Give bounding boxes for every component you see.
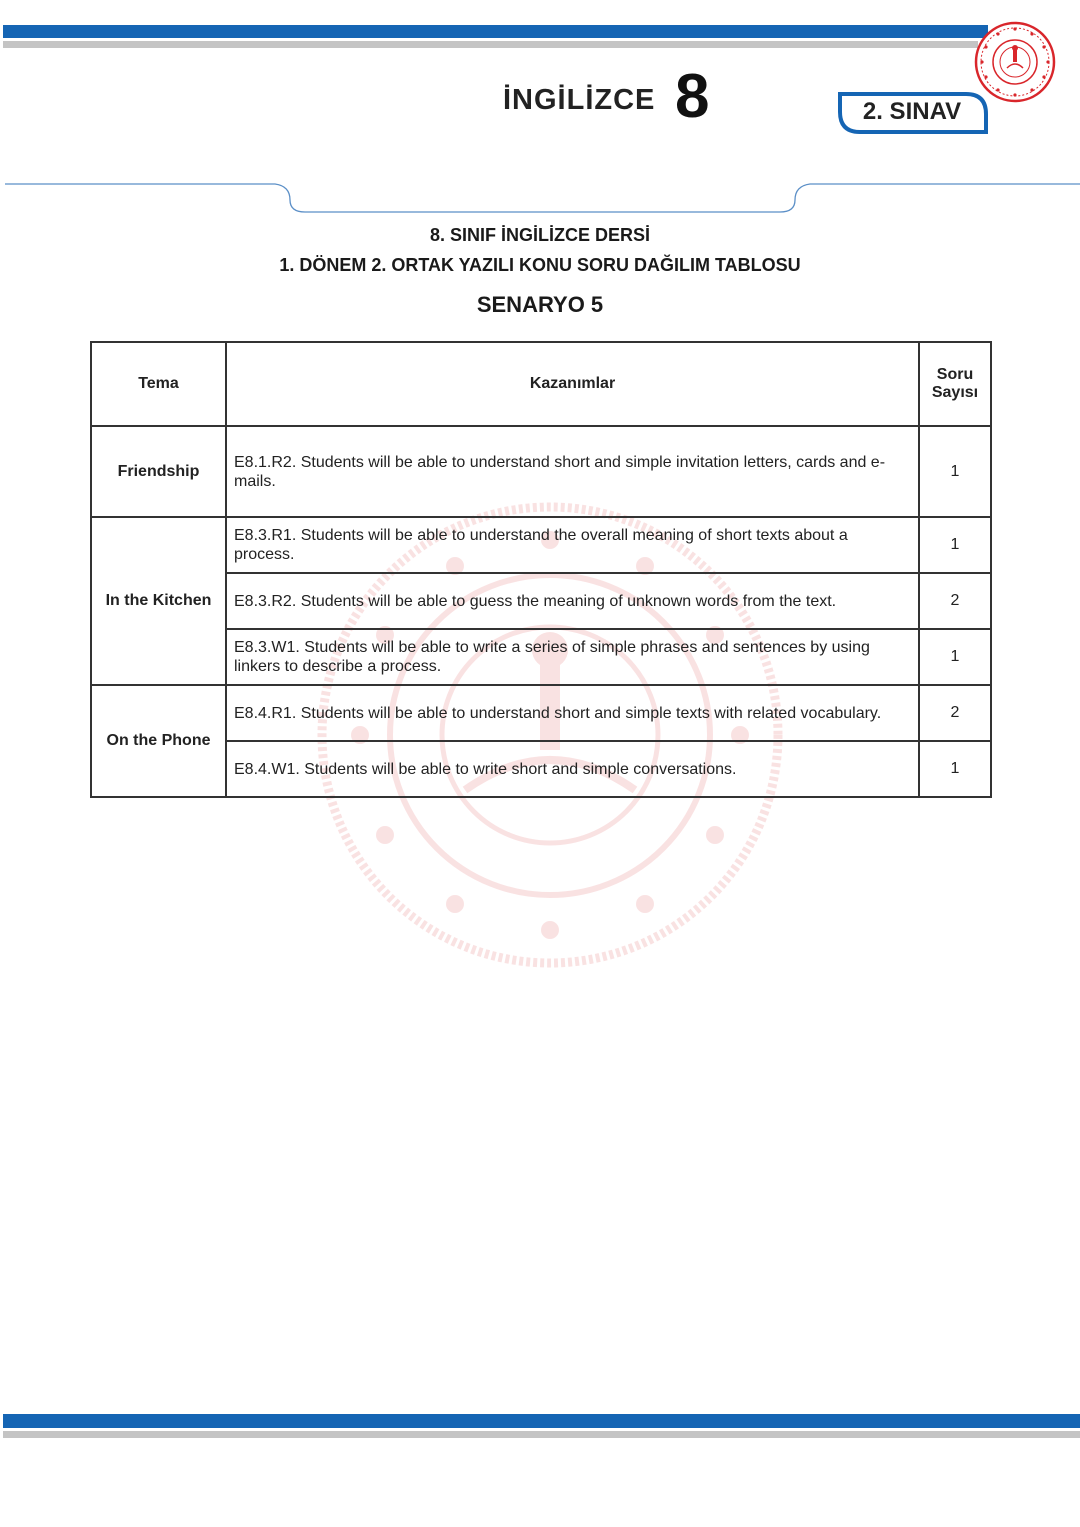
table-row: [91, 741, 991, 797]
table-row: [91, 573, 991, 629]
objective-cell: E8.4.W1. Students will be able to write short and simple conversations.: [226, 741, 919, 797]
meb-seal-logo-icon: [973, 20, 1057, 104]
theme-cell-friendship: Friendship: [91, 426, 226, 517]
scenario-title: SENARYO 5: [476, 292, 604, 317]
count-cell: 1: [919, 426, 991, 517]
exam-number-tab: [836, 88, 988, 134]
table-row: [91, 629, 991, 685]
table-row: [91, 426, 991, 517]
grade-number: 8: [675, 62, 710, 131]
header-divider: [0, 178, 1080, 218]
count-cell: 1: [919, 741, 991, 797]
question-distribution-table: [90, 341, 992, 798]
top-gray-bar: [3, 41, 978, 48]
table-title: 1. DÖNEM 2. ORTAK YAZILI KONU SORU DAĞILIM TABLOSU: [279, 255, 801, 275]
header-objectives: Kazanımlar: [226, 342, 919, 426]
header-count: Soru Sayısı: [919, 342, 991, 426]
objective-cell: E8.3.R1. Students will be able to understand the overall meaning of short texts about a process.: [226, 517, 919, 573]
count-cell: 2: [919, 573, 991, 629]
table-row: [91, 685, 991, 741]
objective-cell: E8.3.W1. Students will be able to write a series of simple phrases and sentences by using linkers to describe a process.: [226, 629, 919, 685]
count-cell: 2: [919, 685, 991, 741]
theme-cell-on-the-phone: On the Phone: [91, 685, 226, 797]
objective-cell: E8.3.R2. Students will be able to guess the meaning of unknown words from the text.: [226, 573, 919, 629]
table-header-row: [91, 342, 991, 426]
course-title: 8. SINIF İNGİLİZCE DERSİ: [429, 225, 651, 245]
bottom-gray-bar: [3, 1431, 1080, 1438]
theme-cell-in-the-kitchen: In the Kitchen: [91, 517, 226, 685]
exam-label: 2. SINAV: [862, 98, 962, 125]
count-cell: 1: [919, 517, 991, 573]
top-blue-bar: [3, 25, 988, 38]
objective-cell: E8.4.R1. Students will be able to understand short and simple texts with related vocabulary.: [226, 685, 919, 741]
bottom-blue-bar: [3, 1414, 1080, 1428]
table-row: [91, 517, 991, 573]
count-cell: 1: [919, 629, 991, 685]
subject-title: İNGİLİZCE: [503, 84, 656, 116]
objective-cell: E8.1.R2. Students will be able to understand short and simple invitation letters, cards and e-mails.: [226, 426, 919, 517]
header-theme: Tema: [91, 342, 226, 426]
